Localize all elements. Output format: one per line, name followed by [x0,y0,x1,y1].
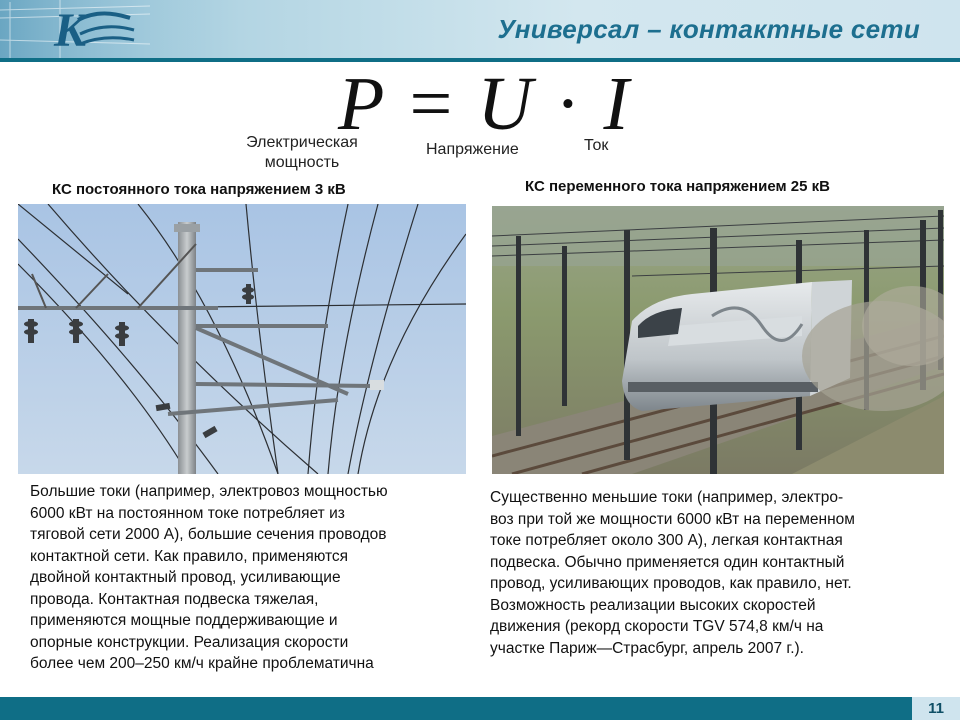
formula-voltage-symbol: U [477,62,533,146]
catenary-mast-photo [18,204,466,474]
power-label-line1: Электрическая [246,134,358,151]
slide-title: Универсал – контактные сети [497,14,920,44]
power-formula [338,64,638,144]
ac-line: провод, усиливающих проводов, как правило, нет. [490,575,852,592]
dc-description [30,481,470,675]
dc-line: провода. Контактная подвеска тяжелая, [30,590,319,608]
ac-line: подвеска. Обычно применяется один контактный [490,553,845,571]
dc-line: применяются мощные поддерживающие и [30,612,338,629]
ac-line: участке Париж—Страсбург, апрель 2007 г.). [490,639,804,657]
current-label: Ток [584,137,609,154]
dc-line: контактной сети. Как правило, применяются [30,547,349,565]
ac-line: Существенно меньшие токи (например, электро- [490,489,844,506]
formula-current-symbol: I [603,62,629,146]
dc-caption: КС постоянного тока напряжением 3 кВ [52,181,346,198]
dc-line: двойной контактный провод, усиливающие [30,569,341,586]
dc-line: опорные конструкции. Реализация скорости [30,633,349,651]
ac-line: Возможность реализации высоких скоростей [490,596,816,614]
dc-line: 6000 кВт на постоянном токе потребляет из [30,504,345,522]
formula-power-symbol: P [338,62,385,146]
voltage-label: Напряжение [426,141,519,158]
ac-description [490,487,940,659]
footer-bar [0,697,960,720]
ac-line: токе потребляет около 300 А), легкая контактная [490,532,843,549]
dc-line: тяговой сети 2000 А), большие сечения проводов [30,526,387,543]
svg-text:K: K [54,4,87,57]
ac-line: воз при той же мощности 6000 кВт на переменном [490,510,855,528]
dc-line: более чем 200–250 км/ч крайне проблематична [30,655,374,672]
high-speed-train-photo [492,206,944,474]
page-number: 11 [912,697,960,720]
ac-caption: КС переменного тока напряжением 25 кВ [525,178,830,195]
formula-equals: = [409,62,453,146]
ac-line: движения (рекорд скорости TGV 574,8 км/ч на [490,618,824,635]
power-label-line2: мощность [264,154,340,171]
dc-line: Большие токи (например, электровоз мощностью [30,483,388,500]
company-logo [0,0,200,58]
power-label [234,133,370,173]
formula-dot: · [555,62,581,146]
